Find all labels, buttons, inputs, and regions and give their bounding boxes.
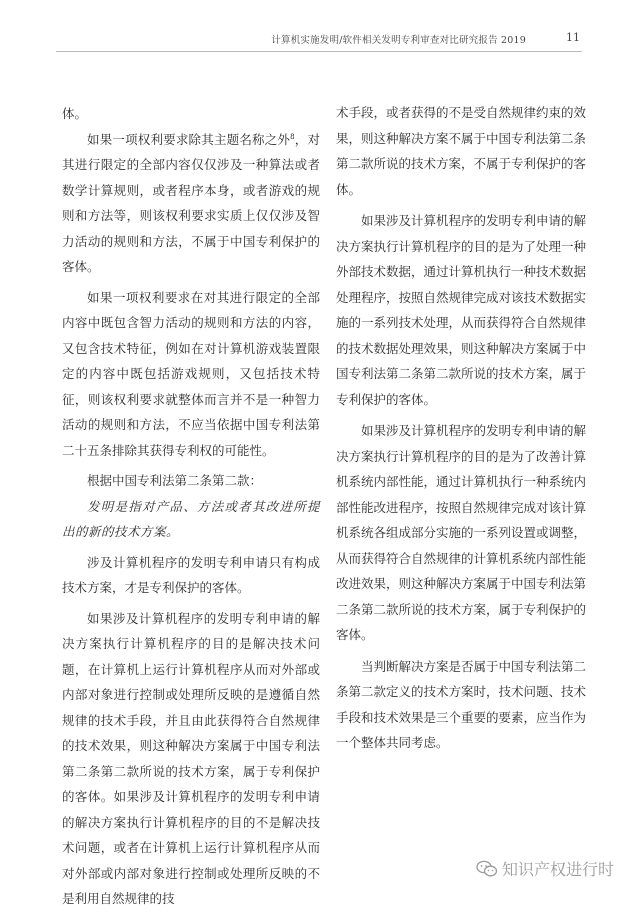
header-rule: [56, 51, 582, 52]
wechat-icon: [476, 860, 498, 878]
paragraph: 如果一项权利要求在对其进行限定的全部内容中既包含智力活动的规则和方法的内容，又包含技术特征，例如在对计算机游戏装置限定的内容中既包括游戏规则，又包括技术特征，则该权利要求就整体而言并不是一种智力活动的规则和方法，不应当依据中国专利法第二十五条排除其获得专利权的可能性。: [62, 289, 320, 458]
paragraph: 涉及计算机程序的发明专利申请只有构成技术方案，才是专利保护的客体。: [62, 554, 320, 595]
paragraph: [62, 127, 320, 280]
paragraph: 如果涉及计算机程序的发明专利申请的解决方案执行计算机程序的目的是为了处理一种外部技术数据，通过计算机执行一种技术数据处理程序，按照自然规律完成对该技术数据实施的一系列技术处理，从而获得符合自然规律的技术数据处理效果，则这种解决方案属于中国专利法第二条第二款所说的技术方案，属于专利保护的客体。: [336, 213, 587, 407]
right-column: [336, 100, 586, 756]
paragraph: 术手段，或者获得的不是受自然规律约束的效果，则这种解决方案不属于中国专利法第二条第二款所说的技术方案，不属于专利保护的客体。: [336, 105, 587, 197]
watermark-text: 知识产权进行时: [501, 860, 614, 879]
quoted-law-text: 发明是指对产品、方法或者其改进所提出的新的技术方案。: [62, 498, 320, 539]
page-number: 11: [566, 31, 580, 44]
footnote-marker: 8: [290, 132, 295, 141]
paragraph: 当判断解决方案是否属于中国专利法第二条第二款定义的技术方案时，技术问题、技术手段和技术效果是三个重要的要素，应当作为一个整体共同考虑。: [336, 658, 587, 750]
left-column: [62, 101, 320, 912]
paragraph-text: 如果一项权利要求除其主题名称之外: [87, 131, 291, 147]
paragraph-text-continued: ，对其进行限定的全部内容仅仅涉及一种算法或者数学计算规则，或者程序本身，或者游戏的规则和方法等，则该权利要求实质上仅仅涉及智力活动的规则和方法，不属于中国专利保护的客体。: [62, 131, 320, 274]
running-header-title: 计算机实施发明/软件相关发明专利审查对比研究报告 2019: [271, 35, 526, 46]
paragraph: 如果涉及计算机程序的发明专利申请的解决方案执行计算机程序的目的是解决技术问题，在计算机上运行计算机程序从而对外部或内部对象进行控制或处理所反映的是遵循自然规律的技术手段，并且由此获得符合自然规律的技术效果，则这种解决方案属于中国专利法第二条第二款所说的技术方案，属于专利保护的客体。如果涉及计算机程序的发明专利申请的解决方案执行计算机程序的目的不是解决技术问题，或者在计算机上运行计算机程序从而对外部或内部对象进行控制或处理所反映的不是利用自然规律的技: [62, 610, 320, 906]
paragraph: 体。: [62, 106, 88, 121]
watermark: [476, 857, 614, 880]
paragraph: 根据中国专利法第二条第二款：: [87, 473, 263, 488]
paragraph: 如果涉及计算机程序的发明专利申请的解决方案执行计算机程序的目的是为了改善计算机系统内部性能，通过计算机执行一种系统内部性能改进程序，按照自然规律完成对该计算机系统各组成部分实施的一系列设置或调整，从而获得符合自然规律的计算机系统内部性能改进效果，则这种解决方案属于中国专利法第二条第二款所说的技术方案，属于专利保护的客体。: [336, 423, 587, 642]
